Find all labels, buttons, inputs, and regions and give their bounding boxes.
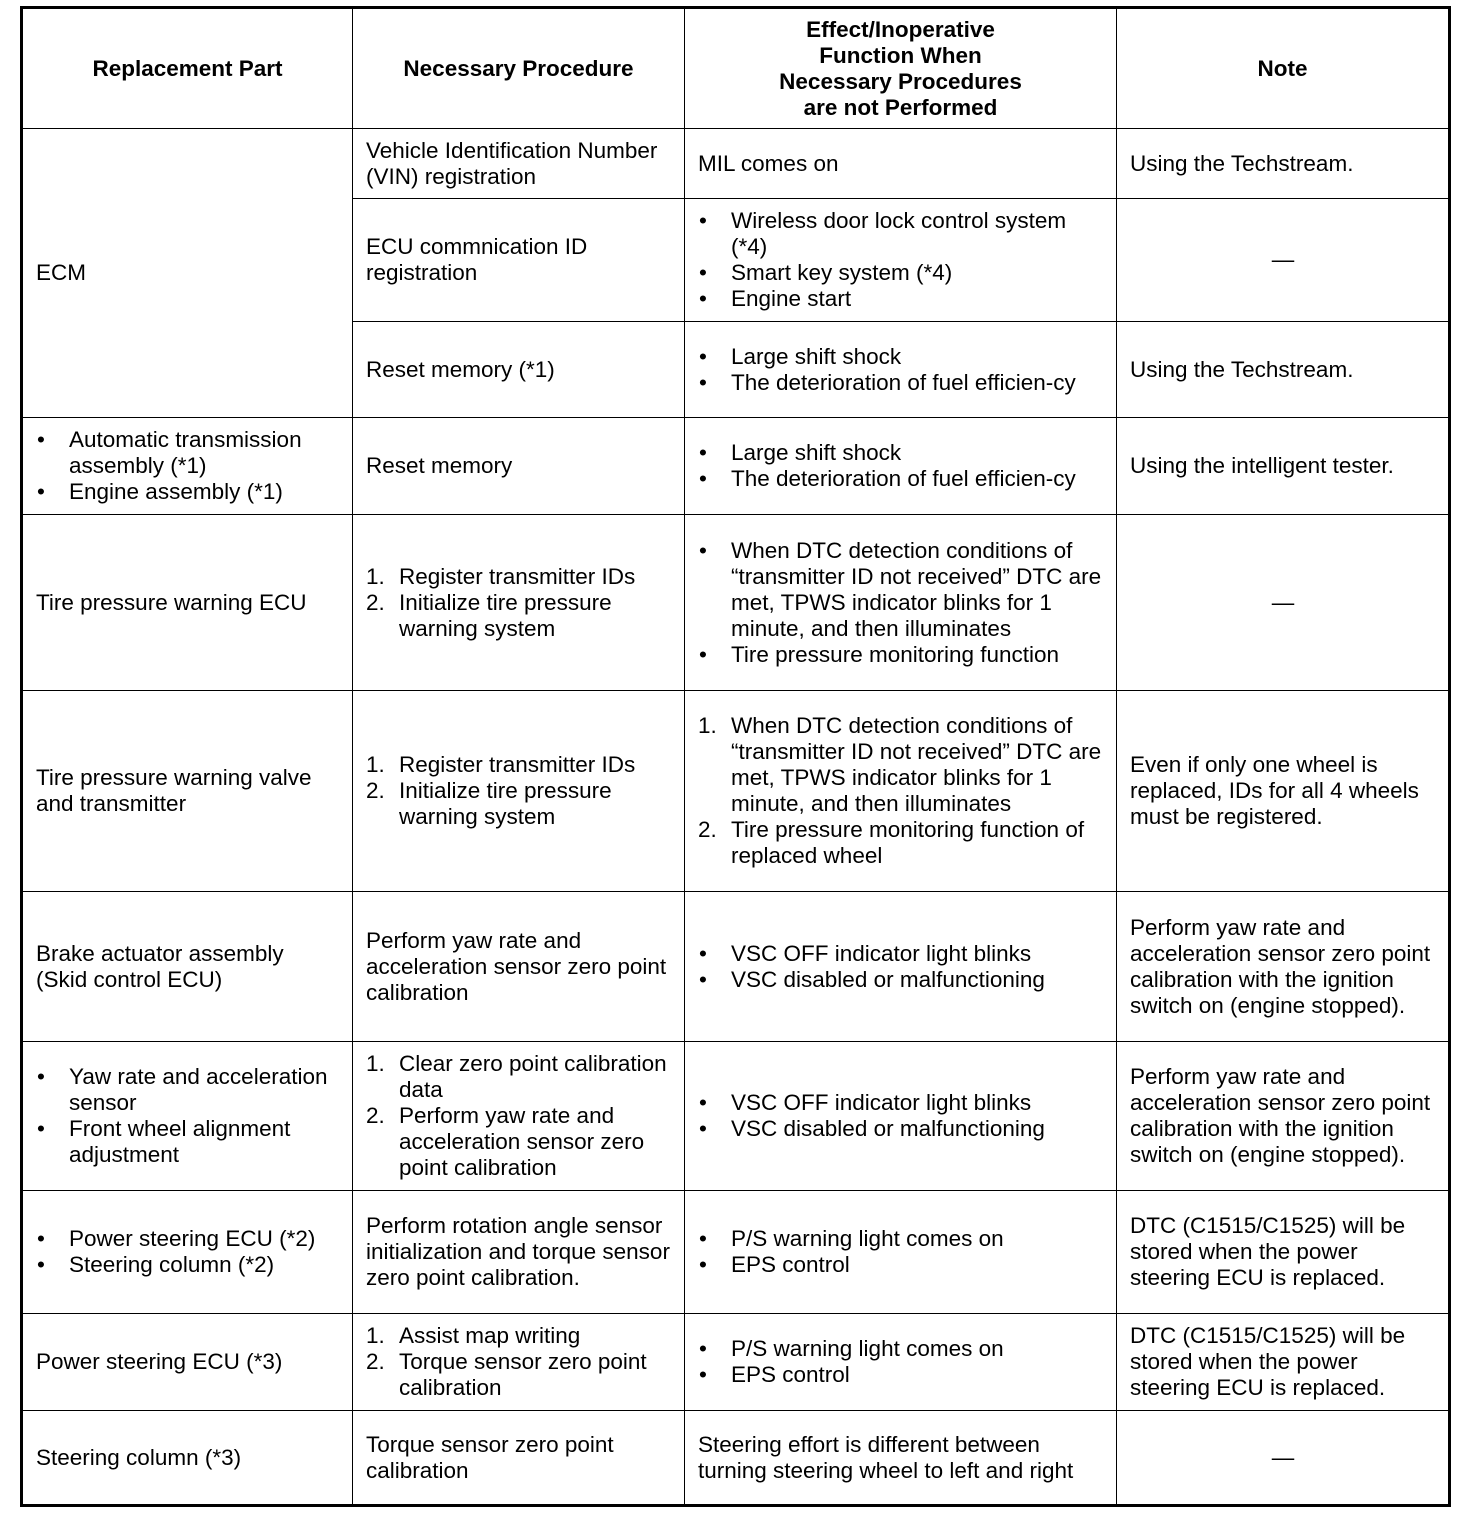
effect-item: • P/S warning light comes on (698, 1336, 1104, 1362)
effect-item: • P/S warning light comes on (698, 1226, 1104, 1252)
note-cell: Perform yaw rate and acceleration sensor zero point calibration with the ignition switch on (engine stopped). (1117, 1042, 1450, 1191)
procedure-item: 2. Torque sensor zero point calibration (366, 1349, 647, 1400)
procedure-item: 1. Register transmitter IDs (366, 563, 636, 589)
procedure-cell (353, 691, 685, 892)
part-cell (22, 418, 353, 515)
part-cell: Power steering ECU (*3) (22, 1314, 353, 1411)
effect-cell (685, 515, 1117, 691)
procedure-item: 1. Assist map writing (366, 1323, 581, 1348)
effect-item: • Tire pressure monitoring function (698, 642, 1104, 668)
effect-item: • Large shift shock (698, 440, 1104, 466)
procedure-cell (353, 1042, 685, 1191)
note-cell: Using the intelligent tester. (1117, 418, 1450, 515)
effect-item: • When DTC detection conditions of “transmitter ID not received” DTC are met, TPWS indicator blinks for 1 minute, and then illuminates (698, 538, 1104, 642)
table-row (22, 1191, 1450, 1314)
part-item: • Power steering ECU (*2) (36, 1226, 340, 1252)
effect-item: • VSC OFF indicator light blinks (698, 941, 1104, 967)
note-cell: — (1117, 199, 1450, 322)
effect-cell (685, 1042, 1117, 1191)
effect-cell (685, 1191, 1117, 1314)
table-row (22, 129, 1450, 199)
effect-item: • EPS control (698, 1252, 1104, 1278)
effect-item: • Smart key system (*4) (698, 260, 1104, 286)
part-cell (22, 1042, 353, 1191)
procedure-item: 1. Clear zero point calibration data (366, 1051, 667, 1102)
effect-cell (685, 892, 1117, 1042)
effect-cell: MIL comes on (685, 129, 1117, 199)
note-cell: DTC (C1515/C1525) will be stored when the power steering ECU is replaced. (1117, 1191, 1450, 1314)
effect-item: • VSC OFF indicator light blinks (698, 1090, 1104, 1116)
effect-item: • Large shift shock (698, 344, 1104, 370)
replacement-procedure-table (20, 6, 1451, 1507)
table-row (22, 892, 1450, 1042)
procedure-cell: Perform rotation angle sensor initialization and torque sensor zero point calibration. (353, 1191, 685, 1314)
procedure-cell (353, 515, 685, 691)
part-cell (22, 1191, 353, 1314)
procedure-item: 1. Register transmitter IDs (366, 752, 636, 777)
note-cell: Using the Techstream. (1117, 322, 1450, 418)
effect-item: • EPS control (698, 1362, 1104, 1388)
table-row (22, 418, 1450, 515)
effect-item: 2. Tire pressure monitoring function of replaced wheel (698, 817, 1085, 868)
header-replacement-part: Replacement Part (22, 8, 353, 129)
note-cell: — (1117, 1411, 1450, 1506)
header-row (22, 8, 1450, 129)
note-cell: Perform yaw rate and acceleration sensor zero point calibration with the ignition switch on (engine stopped). (1117, 892, 1450, 1042)
effect-item: • VSC disabled or malfunctioning (698, 967, 1104, 993)
table-row (22, 1314, 1450, 1411)
header-effect-line: Effect/Inoperative (806, 16, 995, 42)
procedure-cell: Reset memory (*1) (353, 322, 685, 418)
header-note: Note (1117, 8, 1450, 129)
procedure-cell (353, 1314, 685, 1411)
note-cell: — (1117, 515, 1450, 691)
effect-cell (685, 322, 1117, 418)
table-row (22, 691, 1450, 892)
table-row (22, 1042, 1450, 1191)
effect-item: • Wireless door lock control system (*4) (698, 208, 1104, 260)
part-item: • Front wheel alignment adjustment (36, 1116, 340, 1168)
header-effect (685, 8, 1117, 129)
part-cell: Tire pressure warning ECU (22, 515, 353, 691)
procedure-cell: Torque sensor zero point calibration (353, 1411, 685, 1506)
header-effect-line: are not Performed (803, 94, 998, 120)
header-effect-line: Necessary Procedures (779, 68, 1022, 94)
note-cell: DTC (C1515/C1525) will be stored when the power steering ECU is replaced. (1117, 1314, 1450, 1411)
part-cell: Tire pressure warning valve and transmitter (22, 691, 353, 892)
effect-item: • VSC disabled or malfunctioning (698, 1116, 1104, 1142)
procedure-item: 2. Initialize tire pressure warning system (366, 778, 612, 829)
effect-cell (685, 199, 1117, 322)
header-necessary-procedure: Necessary Procedure (353, 8, 685, 129)
part-item: • Automatic transmission assembly (*1) (36, 427, 340, 479)
part-cell: Brake actuator assembly (Skid control ECU) (22, 892, 353, 1042)
header-effect-line: Function When (819, 42, 982, 68)
effect-cell (685, 691, 1117, 892)
table-row (22, 515, 1450, 691)
procedure-cell: Reset memory (353, 418, 685, 515)
effect-item: • The deterioration of fuel efficien-cy (698, 466, 1104, 492)
part-item: • Engine assembly (*1) (36, 479, 340, 505)
part-cell: Steering column (*3) (22, 1411, 353, 1506)
procedure-cell: Vehicle Identification Number (VIN) registration (353, 129, 685, 199)
procedure-item: 2. Initialize tire pressure warning system (366, 589, 612, 641)
effect-cell: Steering effort is different between turning steering wheel to left and right (685, 1411, 1117, 1506)
note-cell: Using the Techstream. (1117, 129, 1450, 199)
part-item: • Yaw rate and acceleration sensor (36, 1064, 340, 1116)
effect-item: • The deterioration of fuel efficien-cy (698, 370, 1104, 396)
procedure-cell: ECU commnication ID registration (353, 199, 685, 322)
effect-item: • Engine start (698, 286, 1104, 312)
part-cell: ECM (22, 129, 353, 418)
effect-cell (685, 418, 1117, 515)
part-item: • Steering column (*2) (36, 1252, 340, 1278)
note-cell: Even if only one wheel is replaced, IDs for all 4 wheels must be registered. (1117, 691, 1450, 892)
effect-item: 1. When DTC detection conditions of “transmitter ID not received” DTC are met, TPWS indicator blinks for 1 minute, and then illuminates (698, 713, 1102, 816)
effect-cell (685, 1314, 1117, 1411)
table-row (22, 1411, 1450, 1506)
procedure-item: 2. Perform yaw rate and acceleration sensor zero point calibration (366, 1103, 645, 1180)
procedure-cell: Perform yaw rate and acceleration sensor zero point calibration (353, 892, 685, 1042)
